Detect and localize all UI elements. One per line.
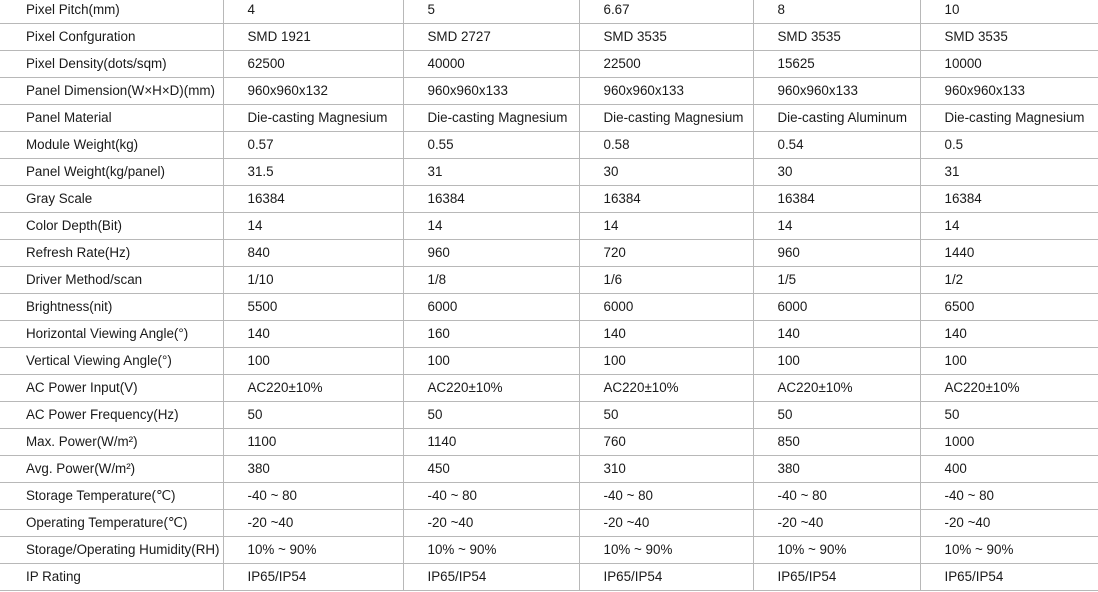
spec-value-cell: 160 bbox=[403, 321, 579, 348]
spec-value-cell: 1140 bbox=[403, 429, 579, 456]
spec-value-cell: AC220±10% bbox=[223, 375, 403, 402]
spec-value-cell: 10% ~ 90% bbox=[579, 537, 753, 564]
table-row bbox=[0, 267, 1098, 294]
spec-value-cell: 760 bbox=[579, 429, 753, 456]
spec-value-cell: 16384 bbox=[753, 186, 920, 213]
spec-value-cell: 14 bbox=[920, 213, 1098, 240]
spec-label-cell: Max. Power(W/m²) bbox=[0, 429, 223, 456]
table-row bbox=[0, 105, 1098, 132]
spec-value-cell: -20 ~40 bbox=[579, 510, 753, 537]
spec-label-cell: Gray Scale bbox=[0, 186, 223, 213]
spec-value-cell: 16384 bbox=[920, 186, 1098, 213]
spec-value-cell: 140 bbox=[223, 321, 403, 348]
spec-value-cell: 720 bbox=[579, 240, 753, 267]
spec-value-cell: 10% ~ 90% bbox=[223, 537, 403, 564]
spec-value-cell: 1/6 bbox=[579, 267, 753, 294]
spec-label-cell: AC Power Input(V) bbox=[0, 375, 223, 402]
spec-value-cell: 380 bbox=[223, 456, 403, 483]
spec-value-cell: 14 bbox=[223, 213, 403, 240]
table-row bbox=[0, 510, 1098, 537]
spec-value-cell: 8 bbox=[753, 0, 920, 24]
spec-value-cell: -20 ~40 bbox=[920, 510, 1098, 537]
table-row bbox=[0, 537, 1098, 564]
spec-value-cell: 30 bbox=[579, 159, 753, 186]
spec-value-cell: 50 bbox=[223, 402, 403, 429]
table-row bbox=[0, 564, 1098, 591]
spec-value-cell: SMD 1921 bbox=[223, 24, 403, 51]
spec-value-cell: 5 bbox=[403, 0, 579, 24]
spec-value-cell: 31 bbox=[920, 159, 1098, 186]
spec-label-cell: Vertical Viewing Angle(°) bbox=[0, 348, 223, 375]
spec-value-cell: Die-casting Magnesium bbox=[403, 105, 579, 132]
spec-label-cell: Avg. Power(W/m²) bbox=[0, 456, 223, 483]
spec-label-cell: Color Depth(Bit) bbox=[0, 213, 223, 240]
spec-value-cell: Die-casting Magnesium bbox=[579, 105, 753, 132]
spec-value-cell: -40 ~ 80 bbox=[579, 483, 753, 510]
spec-value-cell: IP65/IP54 bbox=[403, 564, 579, 591]
table-row bbox=[0, 240, 1098, 267]
spec-value-cell: 6000 bbox=[403, 294, 579, 321]
spec-value-cell: 960x960x133 bbox=[403, 78, 579, 105]
spec-label-cell: Pixel Confguration bbox=[0, 24, 223, 51]
spec-value-cell: 140 bbox=[920, 321, 1098, 348]
spec-value-cell: 1440 bbox=[920, 240, 1098, 267]
spec-label-cell: Panel Weight(kg/panel) bbox=[0, 159, 223, 186]
spec-label-cell: Operating Temperature(℃) bbox=[0, 510, 223, 537]
spec-value-cell: 310 bbox=[579, 456, 753, 483]
table-row bbox=[0, 483, 1098, 510]
spec-value-cell: AC220±10% bbox=[920, 375, 1098, 402]
spec-value-cell: 960x960x133 bbox=[579, 78, 753, 105]
spec-value-cell: 31.5 bbox=[223, 159, 403, 186]
table-row bbox=[0, 213, 1098, 240]
table-row bbox=[0, 24, 1098, 51]
spec-value-cell: AC220±10% bbox=[403, 375, 579, 402]
spec-value-cell: Die-casting Magnesium bbox=[920, 105, 1098, 132]
spec-value-cell: 1/10 bbox=[223, 267, 403, 294]
spec-label-cell: Storage Temperature(℃) bbox=[0, 483, 223, 510]
spec-label-cell: Pixel Pitch(mm) bbox=[0, 0, 223, 24]
spec-value-cell: 10% ~ 90% bbox=[403, 537, 579, 564]
spec-value-cell: 10 bbox=[920, 0, 1098, 24]
spec-value-cell: 14 bbox=[753, 213, 920, 240]
spec-value-cell: -40 ~ 80 bbox=[920, 483, 1098, 510]
spec-label-cell: Horizontal Viewing Angle(°) bbox=[0, 321, 223, 348]
spec-value-cell: 14 bbox=[403, 213, 579, 240]
spec-value-cell: IP65/IP54 bbox=[579, 564, 753, 591]
spec-value-cell: 1/8 bbox=[403, 267, 579, 294]
spec-value-cell: 6.67 bbox=[579, 0, 753, 24]
spec-label-cell: Module Weight(kg) bbox=[0, 132, 223, 159]
table-row bbox=[0, 348, 1098, 375]
spec-value-cell: 100 bbox=[403, 348, 579, 375]
table-row bbox=[0, 456, 1098, 483]
spec-value-cell: 0.57 bbox=[223, 132, 403, 159]
spec-value-cell: 0.58 bbox=[579, 132, 753, 159]
spec-value-cell: 140 bbox=[579, 321, 753, 348]
table-row bbox=[0, 0, 1098, 24]
spec-value-cell: IP65/IP54 bbox=[920, 564, 1098, 591]
spec-value-cell: -20 ~40 bbox=[223, 510, 403, 537]
table-row bbox=[0, 429, 1098, 456]
spec-value-cell: 0.5 bbox=[920, 132, 1098, 159]
spec-value-cell: 14 bbox=[579, 213, 753, 240]
spec-value-cell: 1/2 bbox=[920, 267, 1098, 294]
spec-value-cell: -20 ~40 bbox=[753, 510, 920, 537]
spec-value-cell: 1100 bbox=[223, 429, 403, 456]
spec-value-cell: 16384 bbox=[579, 186, 753, 213]
spec-value-cell: 100 bbox=[753, 348, 920, 375]
table-row bbox=[0, 51, 1098, 78]
spec-value-cell: 50 bbox=[753, 402, 920, 429]
spec-label-cell: AC Power Frequency(Hz) bbox=[0, 402, 223, 429]
spec-value-cell: 400 bbox=[920, 456, 1098, 483]
table-row bbox=[0, 132, 1098, 159]
spec-value-cell: 50 bbox=[920, 402, 1098, 429]
spec-label-cell: Pixel Density(dots/sqm) bbox=[0, 51, 223, 78]
table-row bbox=[0, 78, 1098, 105]
spec-value-cell: 4 bbox=[223, 0, 403, 24]
spec-value-cell: 50 bbox=[403, 402, 579, 429]
spec-label-cell: Refresh Rate(Hz) bbox=[0, 240, 223, 267]
spec-value-cell: 850 bbox=[753, 429, 920, 456]
spec-value-cell: 16384 bbox=[223, 186, 403, 213]
spec-value-cell: Die-casting Magnesium bbox=[223, 105, 403, 132]
spec-value-cell: 6500 bbox=[920, 294, 1098, 321]
table-row bbox=[0, 186, 1098, 213]
spec-value-cell: 10% ~ 90% bbox=[753, 537, 920, 564]
spec-label-cell: Panel Dimension(W×H×D)(mm) bbox=[0, 78, 223, 105]
table-row bbox=[0, 402, 1098, 429]
spec-value-cell: 22500 bbox=[579, 51, 753, 78]
spec-value-cell: 100 bbox=[223, 348, 403, 375]
spec-label-cell: Brightness(nit) bbox=[0, 294, 223, 321]
spec-value-cell: 31 bbox=[403, 159, 579, 186]
spec-value-cell: SMD 3535 bbox=[579, 24, 753, 51]
spec-value-cell: 960x960x133 bbox=[920, 78, 1098, 105]
spec-value-cell: SMD 3535 bbox=[920, 24, 1098, 51]
spec-value-cell: 0.54 bbox=[753, 132, 920, 159]
spec-value-cell: 100 bbox=[920, 348, 1098, 375]
spec-value-cell: 50 bbox=[579, 402, 753, 429]
spec-value-cell: 40000 bbox=[403, 51, 579, 78]
spec-value-cell: 1000 bbox=[920, 429, 1098, 456]
spec-value-cell: 450 bbox=[403, 456, 579, 483]
spec-value-cell: 1/5 bbox=[753, 267, 920, 294]
spec-value-cell: 15625 bbox=[753, 51, 920, 78]
spec-value-cell: -40 ~ 80 bbox=[403, 483, 579, 510]
table-row bbox=[0, 294, 1098, 321]
spec-value-cell: 62500 bbox=[223, 51, 403, 78]
spec-value-cell: AC220±10% bbox=[579, 375, 753, 402]
spec-value-cell: -20 ~40 bbox=[403, 510, 579, 537]
spec-value-cell: 960x960x132 bbox=[223, 78, 403, 105]
spec-value-cell: Die-casting Aluminum bbox=[753, 105, 920, 132]
spec-label-cell: Storage/Operating Humidity(RH) bbox=[0, 537, 223, 564]
spec-value-cell: 100 bbox=[579, 348, 753, 375]
spec-value-cell: 6000 bbox=[753, 294, 920, 321]
spec-value-cell: SMD 2727 bbox=[403, 24, 579, 51]
spec-value-cell: -40 ~ 80 bbox=[753, 483, 920, 510]
spec-label-cell: IP Rating bbox=[0, 564, 223, 591]
spec-value-cell: 0.55 bbox=[403, 132, 579, 159]
spec-value-cell: 30 bbox=[753, 159, 920, 186]
spec-value-cell: 140 bbox=[753, 321, 920, 348]
table-row bbox=[0, 375, 1098, 402]
spec-value-cell: -40 ~ 80 bbox=[223, 483, 403, 510]
spec-value-cell: AC220±10% bbox=[753, 375, 920, 402]
spec-value-cell: IP65/IP54 bbox=[753, 564, 920, 591]
spec-value-cell: 960 bbox=[753, 240, 920, 267]
spec-value-cell: 16384 bbox=[403, 186, 579, 213]
spec-label-cell: Driver Method/scan bbox=[0, 267, 223, 294]
spec-value-cell: 10000 bbox=[920, 51, 1098, 78]
spec-value-cell: 380 bbox=[753, 456, 920, 483]
spec-value-cell: SMD 3535 bbox=[753, 24, 920, 51]
spec-value-cell: 840 bbox=[223, 240, 403, 267]
table-row bbox=[0, 321, 1098, 348]
spec-label-cell: Panel Material bbox=[0, 105, 223, 132]
spec-value-cell: 960 bbox=[403, 240, 579, 267]
spec-value-cell: 10% ~ 90% bbox=[920, 537, 1098, 564]
spec-value-cell: 960x960x133 bbox=[753, 78, 920, 105]
spec-value-cell: 5500 bbox=[223, 294, 403, 321]
spec-value-cell: 6000 bbox=[579, 294, 753, 321]
table-row bbox=[0, 159, 1098, 186]
spec-value-cell: IP65/IP54 bbox=[223, 564, 403, 591]
